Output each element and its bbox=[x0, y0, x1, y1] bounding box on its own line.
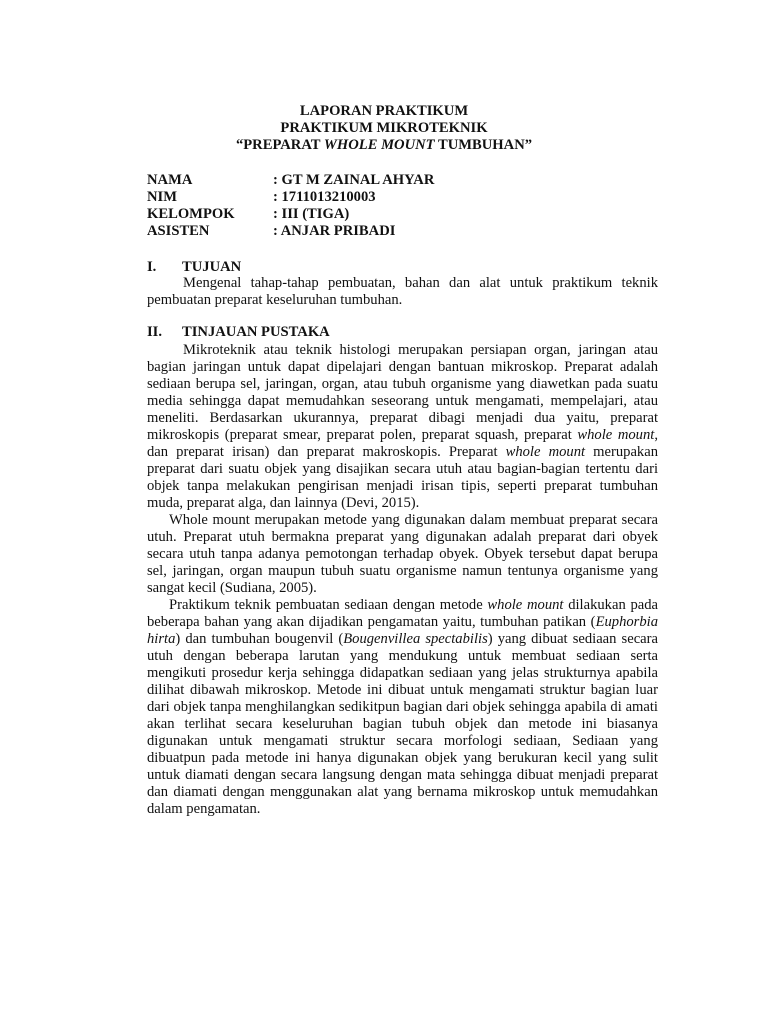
identity-label: KELOMPOK bbox=[147, 206, 235, 222]
italic-term: whole mount bbox=[505, 444, 586, 460]
paragraph-whole-mount: Whole mount merupakan metode yang digunakan dalam membuat preparat secara utuh. Preparat utuh bermakna preparat yang digunakan adalah preparat dari obyek secara utuh tanpa adanya pemotongan terhadap obyek. Obyek tersebut dapat berupa sel, jaringan, organ maupun tubuh suatu organisme namun tentunya organisme yang sangat kecil (Sudiana, 2005). bbox=[147, 512, 658, 596]
section-title: TINJAUAN PUSTAKA bbox=[182, 324, 330, 340]
identity-value: : ANJAR PRIBADI bbox=[273, 223, 396, 239]
report-topic-pre: “PREPARAT bbox=[235, 137, 324, 153]
text-run: Praktikum teknik pembuatan sediaan dengan metode bbox=[169, 597, 488, 613]
text-run: merupakan preparat dari suatu objek yang disajikan secara utuh atau bagian-bagian tertentu dari objek tanpa melakukan pengirisan menjadi irisan tipis, seperti preparat tumbuhan muda, preparat alga, dan lainnya (Devi, 2015). bbox=[147, 444, 658, 511]
report-title: LAPORAN PRAKTIKUM bbox=[299, 103, 469, 119]
section-number: I. bbox=[147, 259, 157, 275]
section-number: II. bbox=[147, 324, 163, 340]
paragraph-praktikum bbox=[147, 597, 658, 818]
text-run: , dan preparat irisan) dan preparat makroskopis. Preparat bbox=[147, 427, 658, 460]
italic-term: whole mount bbox=[577, 427, 655, 443]
section-heading-tujuan bbox=[147, 259, 241, 276]
section-body-tujuan bbox=[147, 275, 658, 309]
identity-value: : GT M ZAINAL AHYAR bbox=[273, 172, 435, 188]
report-topic bbox=[0, 137, 768, 154]
identity-row-asisten bbox=[147, 223, 434, 240]
identity-block bbox=[147, 172, 434, 240]
paragraph-tujuan: Mengenal tahap-tahap pembuatan, bahan dan alat untuk praktikum teknik pembuatan preparat keseluruhan tumbuhan. bbox=[147, 275, 658, 308]
text-run: ) yang dibuat sediaan secara utuh dengan beberapa larutan yang mendukung untuk membuat sediaan serta mengikuti prosedur kerja sehingga didapatkan sediaan yang jelas strukturnya apabila dilihat dibawah mikroskop. Metode ini dibuat untuk mengamati struktur bagian luar dari objek tanpa menghilangkan sedikitpun bagian dari objek sehingga apabila di amati akan terlihat secara keseluruhan bagian tubuh objek dan metode ini biasanya digunakan untuk mengamati struktur secara morfologi sediaan, Sediaan yang dibuatpun pada metode ini hanya digunakan objek yang berukuran kecil yang sulit untuk diamati dengan secara langsung dengan mata sehingga dibuat menjadi preparat dan diamati dengan menggunakan alat yang bernama mikroskop untuk memudahkan dalam pengamatan. bbox=[147, 631, 658, 817]
identity-label: NAMA bbox=[147, 172, 193, 188]
section-body-tinjauan bbox=[147, 342, 658, 818]
identity-row-kelompok bbox=[147, 206, 434, 223]
identity-row-nama bbox=[147, 172, 434, 189]
report-subtitle: PRAKTIKUM MIKROTEKNIK bbox=[280, 120, 488, 136]
identity-value: : III (TIGA) bbox=[273, 206, 350, 222]
italic-term: Bougenvillea spectabilis bbox=[343, 631, 488, 647]
section-heading-tinjauan bbox=[147, 324, 330, 341]
identity-label: NIM bbox=[147, 189, 177, 205]
text-run: ) dan tumbuhan bougenvil ( bbox=[175, 631, 344, 647]
identity-label: ASISTEN bbox=[147, 223, 210, 239]
identity-row-nim bbox=[147, 189, 434, 206]
identity-value: : 1711013210003 bbox=[273, 189, 376, 205]
italic-term: Euphorbia hirta bbox=[147, 614, 658, 647]
paragraph-mikroteknik bbox=[147, 342, 658, 512]
text-run: Mikroteknik atau teknik histologi merupakan persiapan organ, jaringan atau bagian jaringan untuk dapat dipelajari dengan bantuan mikroskop. Preparat adalah sediaan berupa sel, jaringan, organ, atau tubuh organisme yang diawetkan pada suatu media sehingga dapat memudahkan seseorang untuk mengamati, mempelajari, atau meneliti. Berdasarkan ukurannya, preparat dibagi menjadi dua yaitu, preparat mikroskopis (preparat smear, preparat polen, preparat squash, preparat bbox=[147, 342, 658, 443]
report-topic-post: TUMBUHAN” bbox=[434, 137, 533, 153]
report-topic-em: WHOLE MOUNT bbox=[323, 137, 435, 153]
section-title: TUJUAN bbox=[182, 259, 242, 275]
italic-term: whole mount bbox=[487, 597, 564, 613]
text-run: dilakukan pada beberapa bahan yang akan dijadikan pengamatan yaitu, tumbuhan patikan ( bbox=[147, 597, 658, 630]
